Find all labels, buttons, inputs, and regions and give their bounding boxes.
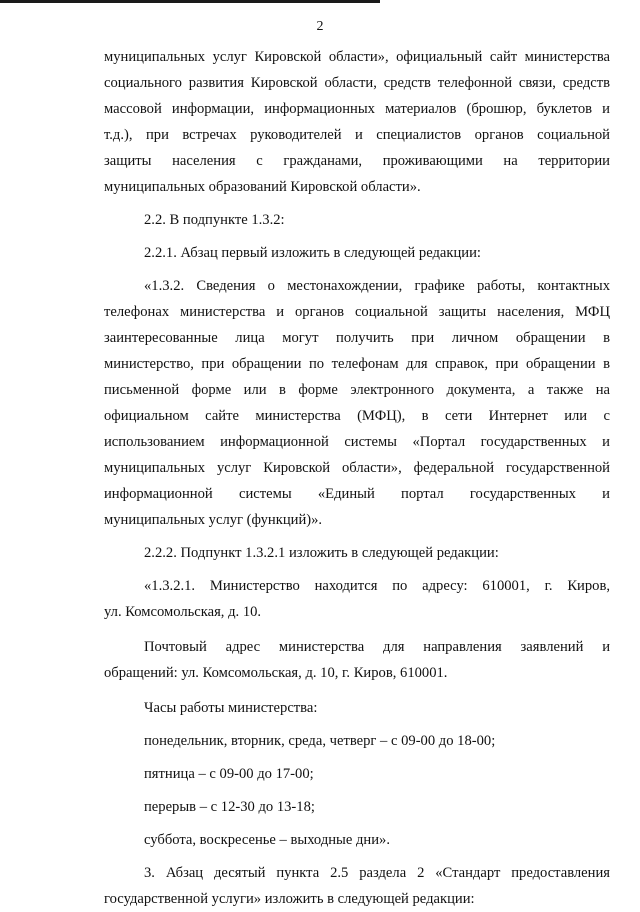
paragraph-gap: [104, 787, 610, 794]
paragraph-gap: [104, 853, 610, 860]
paragraph-continuation: [104, 44, 610, 200]
paragraph-item-1-3-2: [104, 273, 610, 533]
text-line: заинтересованные лица могут получить при личном обращении в: [104, 330, 610, 346]
text-line: использованием информационной системы «Портал государственных и: [104, 434, 610, 450]
text-line: муниципальных услуг Кировской области», официальный сайт министерства: [104, 49, 610, 65]
paragraph-item-2-2-2: [104, 540, 610, 566]
paragraph-item-1-3-2-1: [104, 573, 610, 625]
text-line: телефонах министерства и органов социальной защиты населения, МФЦ: [104, 304, 610, 320]
paragraph-gap: [104, 721, 610, 728]
paragraph-item-2-2: [104, 207, 610, 233]
text-line: обращений: ул. Комсомольская, д. 10, г. Киров, 610001.: [104, 665, 448, 681]
text-line: пятница – с 09-00 до 17-00;: [144, 766, 314, 782]
text-line: социального развития Кировской области, средств телефонной связи, средств: [104, 75, 610, 91]
text-line: муниципальных образований Кировской области».: [104, 179, 421, 195]
paragraph-postal: [104, 634, 610, 686]
text-line: Часы работы министерства:: [144, 700, 318, 716]
paragraph-hours-fri: [104, 761, 610, 787]
paragraph-gap: [104, 566, 610, 573]
paragraph-item-3: [104, 860, 610, 912]
paragraph-gap: [104, 686, 610, 695]
paragraph-item-2-2-1: [104, 240, 610, 266]
text-line: официальном сайте министерства (МФЦ), в сети Интернет или с: [104, 408, 610, 424]
text-line: муниципальных услуг Кировской области», федеральной государственной: [104, 460, 610, 476]
text-line: т.д.), при встречах руководителей и специалистов органов социальной: [104, 127, 610, 143]
paragraph-gap: [104, 820, 610, 827]
paragraph-gap: [104, 233, 610, 240]
paragraph-hours-mon-thu: [104, 728, 610, 754]
text-line: понедельник, вторник, среда, четверг – с 09-00 до 18-00;: [144, 733, 496, 749]
paragraph-gap: [104, 200, 610, 207]
paragraph-hours-weekend: [104, 827, 610, 853]
text-line: защиты населения с гражданами, проживающими на территории: [104, 153, 610, 169]
paragraph-gap: [104, 625, 610, 634]
text-line: муниципальных услуг (функций)».: [104, 512, 323, 528]
text-line: министерство, при обращении по телефонам для справок, при обращении в: [104, 356, 610, 372]
text-line: письменной форме или в форме электронного документа, а также на: [104, 382, 610, 398]
paragraph-gap: [104, 533, 610, 540]
text-line: 2.2. В подпункте 1.3.2:: [144, 212, 285, 228]
text-line: 2.2.1. Абзац первый изложить в следующей редакции:: [144, 245, 481, 261]
text-line: ул. Комсомольская, д. 10.: [104, 604, 262, 620]
text-line: «1.3.2.1. Министерство находится по адресу: 610001, г. Киров,: [144, 578, 610, 594]
text-line: «1.3.2. Сведения о местонахождении, графике работы, контактных: [144, 278, 610, 294]
page-number: 2: [316, 19, 324, 34]
top-rule: [0, 0, 380, 3]
text-line: 2.2.2. Подпункт 1.3.2.1 изложить в следующей редакции:: [144, 545, 499, 561]
paragraph-hours-break: [104, 794, 610, 820]
text-line: перерыв – с 12-30 до 13-18;: [144, 799, 315, 815]
text-line: 3. Абзац десятый пункта 2.5 раздела 2 «Стандарт предоставления: [144, 865, 610, 881]
text-line: информационной системы «Единый портал государственных и: [104, 486, 610, 502]
text-line: государственной услуги» изложить в следующей редакции:: [104, 891, 475, 907]
text-line: Почтовый адрес министерства для направления заявлений и: [144, 639, 610, 655]
paragraph-hours-title: [104, 695, 610, 721]
text-line: массовой информации, информационных материалов (брошюр, буклетов и: [104, 101, 610, 117]
document-body: [104, 44, 610, 912]
text-line: суббота, воскресенье – выходные дни».: [144, 832, 390, 848]
paragraph-gap: [104, 754, 610, 761]
paragraph-gap: [104, 266, 610, 273]
